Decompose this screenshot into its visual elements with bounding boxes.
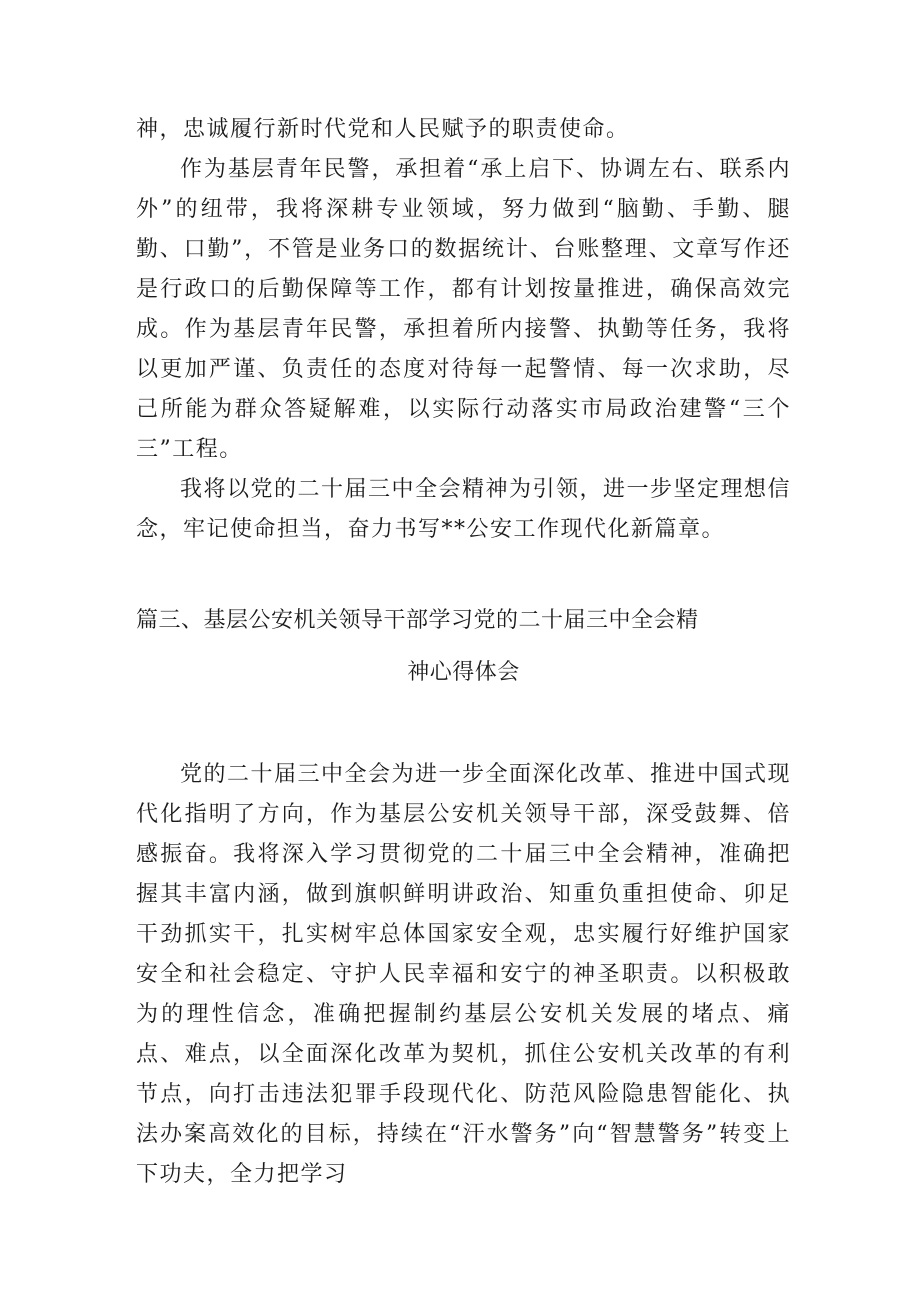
section-heading-line-2: 神心得体会 (407, 660, 520, 685)
top-body-text (136, 110, 791, 550)
bottom-body-text (136, 755, 791, 1195)
paragraph-closing-pledge: 我将以党的二十届三中全会精神为引领，进一步坚定理想信念，牢记使命担当，奋力书写**公安工作现代化新篇章。 (136, 477, 792, 542)
paragraph-continuation: 神，忠诚履行新时代党和人民赋予的职责使命。 (136, 117, 630, 142)
paragraph-leader-reflection: 党的二十届三中全会为进一步全面深化改革、推进中国式现代化指明了方向，作为基层公安机关领导干部，深受鼓舞、倍感振奋。我将深入学习贯彻党的二十届三中全会精神，准确把握其丰富内涵，做到旗帜鲜明讲政治、知重负重担使命、卯足干劲抓实干，扎实树牢总体国家安全观，忠实履行好维护国家安全和社会稳定、守护人民幸福和安宁的神圣职责。以积极敢为的理性信念，准确把握制约基层公安机关发展的堵点、痛点、难点，以全面深化改革为契机，抓住公安机关改革的有利节点，向打击违法犯罪手段现代化、防范风险隐患智能化、执法办案高效化的目标，持续在“汗水警务”向“智慧警务”转变上下功夫，全力把学习 (136, 762, 792, 1187)
paragraph-young-police-duties: 作为基层青年民警，承担着“承上启下、协调左右、联系内外”的纽带，我将深耕专业领域，努力做到“脑勤、手勤、腿勤、口勤”，不管是业务口的数据统计、台账整理、文章写作还是行政口的后勤保障等工作，都有计划按量推进，确保高效完成。作为基层青年民警，承担着所内接警、执勤等任务，我将以更加严谨、负责任的态度对待每一起警情、每一次求助，尽己所能为群众答疑解难，以实际行动落实市局政治建警“三个三”工程。 (136, 157, 791, 462)
section-heading-line-1: 篇三、基层公安机关领导干部学习党的二十届三中全会精 (136, 608, 699, 633)
